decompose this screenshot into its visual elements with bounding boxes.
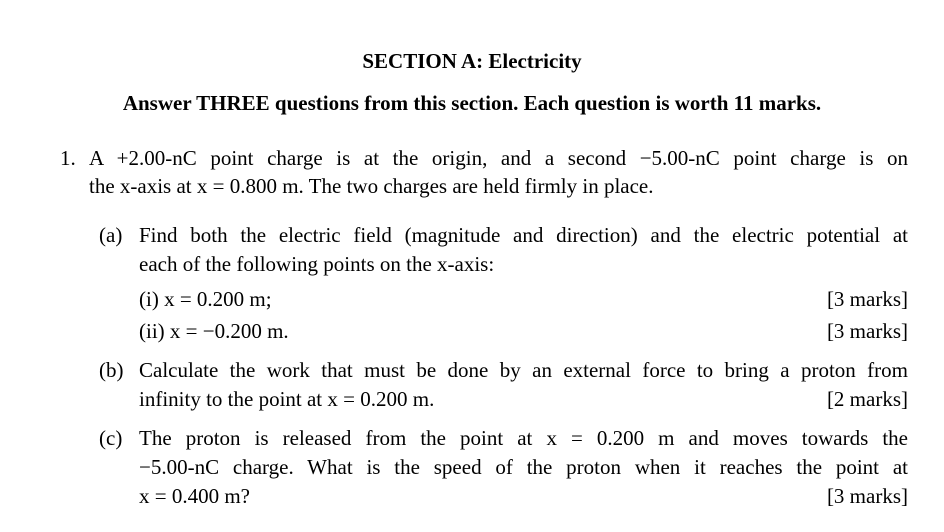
part-a-sub-ii-marks: [3 marks] xyxy=(826,319,908,343)
part-b-marks: [2 marks] xyxy=(826,387,908,411)
part-c-line-2: −5.00-nC charge. What is the speed of the proton when it reaches the point at xyxy=(139,455,908,479)
part-c-marks: [3 marks] xyxy=(826,484,908,508)
section-title: SECTION A: Electricity xyxy=(362,49,582,73)
question-number: 1. xyxy=(60,146,76,170)
part-b-line-2: infinity to the point at x = 0.200 m. xyxy=(139,387,435,411)
part-b-line-1: Calculate the work that must be done by an external force to bring a proton from xyxy=(139,358,908,382)
part-b-label: (b) xyxy=(99,358,124,382)
part-a-sub-i-marks: [3 marks] xyxy=(826,287,908,311)
instructions: Answer THREE questions from this section. Each question is worth 11 marks. xyxy=(122,91,822,115)
part-a-line-1: Find both the electric field (magnitude and direction) and the electric potential at xyxy=(139,223,908,247)
part-a-sub-i: (i) x = 0.200 m; xyxy=(139,287,272,311)
part-c-line-1: The proton is released from the point at x = 0.200 m and moves towards the xyxy=(139,426,908,450)
part-a-sub-ii: (ii) x = −0.200 m. xyxy=(139,319,289,343)
part-a-label: (a) xyxy=(99,223,123,247)
part-a-line-2: each of the following points on the x-axis: xyxy=(139,252,495,276)
part-c-label: (c) xyxy=(99,426,123,450)
question-stem-line-2: the x-axis at x = 0.800 m. The two charges are held firmly in place. xyxy=(89,174,654,198)
question-stem-line-1: A +2.00-nC point charge is at the origin, and a second −5.00-nC point charge is on xyxy=(89,146,908,170)
part-c-line-3: x = 0.400 m? xyxy=(139,484,250,508)
